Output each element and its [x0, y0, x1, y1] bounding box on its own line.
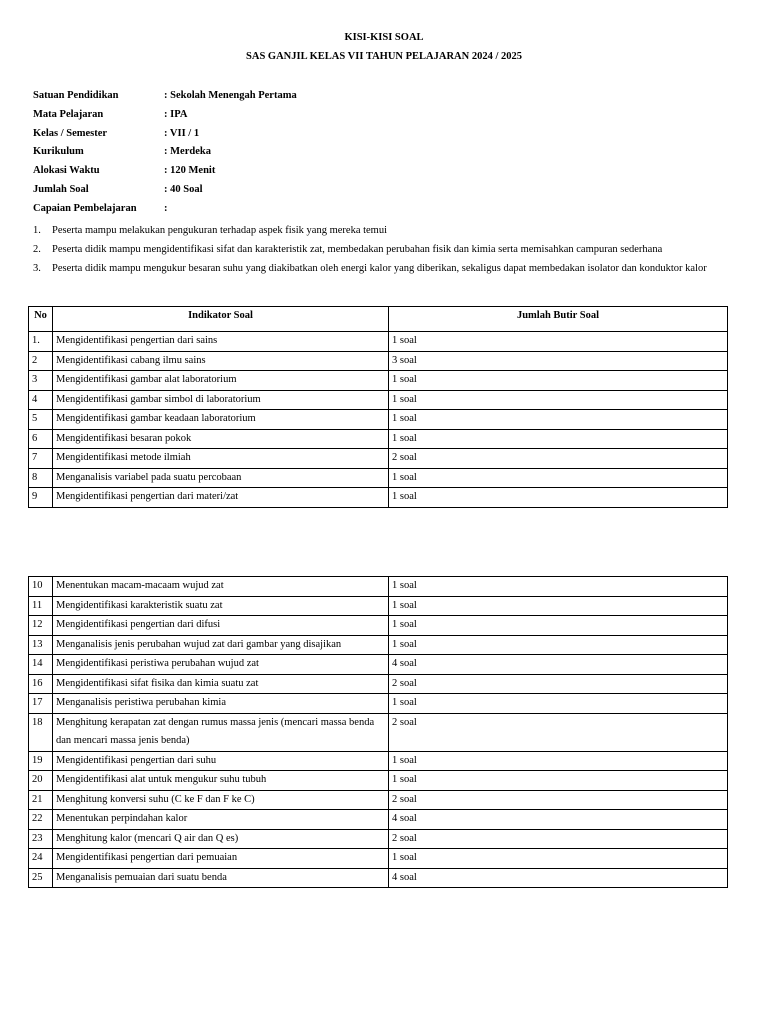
table-row [29, 390, 728, 410]
capaian-number: 2. [33, 244, 41, 255]
cell-no: 3 [29, 371, 53, 391]
cell-jumlah: 1 soal [389, 694, 728, 714]
cell-indikator: Mengidentifikasi gambar alat laboratorium [53, 371, 389, 391]
header-jumlah: Jumlah Butir Soal [389, 307, 728, 332]
cell-jumlah: 1 soal [389, 771, 728, 791]
table-row [29, 371, 728, 391]
capaian-item [33, 240, 723, 259]
cell-jumlah: 1 soal [389, 577, 728, 597]
info-label: Mata Pelajaran [33, 108, 104, 120]
cell-jumlah: 1 soal [389, 635, 728, 655]
cell-indikator: Menganalisis variabel pada suatu percobaan [53, 468, 389, 488]
capaian-text: Peserta mampu melakukan pengukuran terhadap aspek fisik yang mereka temui [52, 225, 388, 236]
capaian-number: 3. [33, 263, 41, 274]
table-row [29, 332, 728, 352]
table-row [29, 713, 728, 751]
cell-indikator: Mengidentifikasi alat untuk mengukur suhu tubuh [53, 771, 389, 791]
info-value: : [164, 202, 168, 214]
cell-no: 25 [29, 868, 53, 888]
cell-no: 20 [29, 771, 53, 791]
cell-jumlah: 2 soal [389, 713, 728, 751]
table-row [29, 429, 728, 449]
table-header-row [29, 307, 728, 332]
cell-indikator: Menganalisis jenis perubahan wujud zat dari gambar yang disajikan [53, 635, 389, 655]
table-body-page-2 [29, 577, 728, 888]
info-label: Alokasi Waktu [33, 165, 100, 177]
info-value: : IPA [164, 108, 188, 120]
header-indikator: Indikator Soal [53, 307, 389, 332]
identity-section [33, 89, 297, 221]
cell-jumlah: 4 soal [389, 868, 728, 888]
cell-jumlah: 1 soal [389, 488, 728, 508]
table-row [29, 829, 728, 849]
cell-no: 6 [29, 429, 53, 449]
table-row [29, 751, 728, 771]
cell-no: 1. [29, 332, 53, 352]
capaian-text: Peserta didik mampu mengidentifikasi sifat dan karakteristik zat, membedakan perubahan fisik dan kimia serta memisahkan campuran sederhana [52, 244, 663, 255]
capaian-list [33, 221, 723, 278]
table-row [29, 577, 728, 597]
cell-no: 12 [29, 616, 53, 636]
info-row-jumlah-soal [33, 183, 297, 202]
info-value: : Merdeka [164, 146, 211, 158]
cell-jumlah: 3 soal [389, 351, 728, 371]
info-row-kurikulum [33, 145, 297, 164]
cell-jumlah: 1 soal [389, 468, 728, 488]
cell-indikator: Menganalisis pemuaian dari suatu benda [53, 868, 389, 888]
capaian-text: Peserta didik mampu mengukur besaran suhu yang diakibatkan oleh energi kalor yang diberikan, sekaligus dapat membedakan isolator dan konduktor kalor [52, 263, 707, 274]
cell-jumlah: 2 soal [389, 674, 728, 694]
info-row-satuan-pendidikan [33, 89, 297, 108]
cell-jumlah: 4 soal [389, 655, 728, 675]
table-row [29, 771, 728, 791]
capaian-item [33, 221, 723, 240]
cell-jumlah: 1 soal [389, 596, 728, 616]
table-row [29, 488, 728, 508]
cell-indikator: Menghitung kerapatan zat dengan rumus massa jenis (mencari massa benda dan mencari massa jenis benda) [53, 713, 389, 751]
info-row-kelas-semester [33, 127, 297, 146]
cell-no: 19 [29, 751, 53, 771]
cell-jumlah: 2 soal [389, 790, 728, 810]
info-label: Satuan Pendidikan [33, 90, 119, 101]
cell-no: 11 [29, 596, 53, 616]
info-label: Kelas / Semester [33, 127, 108, 139]
cell-no: 10 [29, 577, 53, 597]
cell-no: 23 [29, 829, 53, 849]
table-row [29, 655, 728, 675]
table-row [29, 449, 728, 469]
cell-no: 22 [29, 810, 53, 830]
cell-indikator: Menghitung kalor (mencari Q air dan Q es) [53, 829, 389, 849]
cell-indikator: Mengidentifikasi besaran pokok [53, 429, 389, 449]
info-label: Jumlah Soal [33, 183, 89, 195]
cell-no: 24 [29, 849, 53, 869]
info-label: Capaian Pembelajaran [33, 202, 137, 214]
cell-indikator: Menganalisis peristiwa perubahan kimia [53, 694, 389, 714]
cell-indikator: Mengidentifikasi pengertian dari suhu [53, 751, 389, 771]
cell-indikator: Mengidentifikasi metode ilmiah [53, 449, 389, 469]
cell-no: 14 [29, 655, 53, 675]
info-value: : 40 Soal [164, 183, 203, 195]
document-title: KISI-KISI SOAL [344, 32, 424, 43]
cell-no: 17 [29, 694, 53, 714]
cell-indikator: Mengidentifikasi gambar keadaan laboratorium [53, 410, 389, 430]
table-row [29, 868, 728, 888]
cell-indikator: Menentukan macam-macaam wujud zat [53, 577, 389, 597]
cell-no: 5 [29, 410, 53, 430]
cell-no: 9 [29, 488, 53, 508]
info-value: : Sekolah Menengah Pertama [164, 90, 297, 101]
cell-indikator: Mengidentifikasi karakteristik suatu zat [53, 596, 389, 616]
table-row [29, 674, 728, 694]
table-row [29, 810, 728, 830]
info-row-capaian-pembelajaran [33, 202, 297, 221]
table-row [29, 694, 728, 714]
table-row [29, 351, 728, 371]
table-row [29, 849, 728, 869]
info-label: Kurikulum [33, 146, 84, 158]
table-row [29, 616, 728, 636]
info-row-mata-pelajaran [33, 108, 297, 127]
cell-no: 2 [29, 351, 53, 371]
table-row [29, 468, 728, 488]
kisi-table-page-2 [28, 576, 728, 888]
cell-indikator: Menghitung konversi suhu (C ke F dan F ke C) [53, 790, 389, 810]
cell-indikator: Mengidentifikasi gambar simbol di laboratorium [53, 390, 389, 410]
table-row [29, 410, 728, 430]
cell-jumlah: 1 soal [389, 371, 728, 391]
cell-jumlah: 2 soal [389, 829, 728, 849]
capaian-item [33, 259, 723, 278]
info-value: : VII / 1 [164, 127, 200, 139]
cell-no: 8 [29, 468, 53, 488]
cell-indikator: Mengidentifikasi pengertian dari difusi [53, 616, 389, 636]
cell-no: 13 [29, 635, 53, 655]
kisi-table-page-1 [28, 306, 728, 508]
cell-jumlah: 1 soal [389, 332, 728, 352]
cell-indikator: Mengidentifikasi sifat fisika dan kimia suatu zat [53, 674, 389, 694]
cell-indikator: Mengidentifikasi pengertian dari materi/zat [53, 488, 389, 508]
cell-indikator: Mengidentifikasi pengertian dari pemuaian [53, 849, 389, 869]
cell-jumlah: 1 soal [389, 390, 728, 410]
header-no: No [29, 307, 53, 332]
cell-jumlah: 1 soal [389, 410, 728, 430]
cell-jumlah: 1 soal [389, 849, 728, 869]
info-value: : 120 Menit [164, 165, 216, 177]
table-row [29, 790, 728, 810]
table-row [29, 596, 728, 616]
cell-jumlah: 1 soal [389, 616, 728, 636]
cell-indikator: Mengidentifikasi cabang ilmu sains [53, 351, 389, 371]
cell-no: 7 [29, 449, 53, 469]
cell-no: 21 [29, 790, 53, 810]
cell-jumlah: 1 soal [389, 429, 728, 449]
cell-jumlah: 1 soal [389, 751, 728, 771]
cell-indikator: Mengidentifikasi peristiwa perubahan wujud zat [53, 655, 389, 675]
table-body-page-1 [29, 332, 728, 508]
cell-indikator: Mengidentifikasi pengertian dari sains [53, 332, 389, 352]
cell-jumlah: 2 soal [389, 449, 728, 469]
document-subtitle: SAS GANJIL KELAS VII TAHUN PELAJARAN 2024 / 2025 [246, 51, 522, 62]
cell-no: 16 [29, 674, 53, 694]
table-row [29, 635, 728, 655]
cell-indikator: Menentukan perpindahan kalor [53, 810, 389, 830]
cell-jumlah: 4 soal [389, 810, 728, 830]
cell-no: 4 [29, 390, 53, 410]
info-row-alokasi-waktu [33, 164, 297, 183]
capaian-number: 1. [33, 225, 41, 236]
cell-no: 18 [29, 713, 53, 751]
